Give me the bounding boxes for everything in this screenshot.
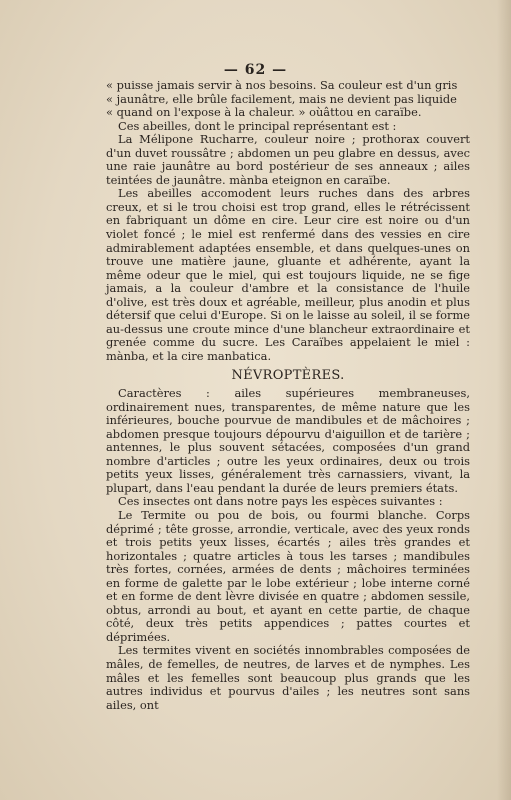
paragraph: La Mélipone Rucharre, couleur noire ; prothorax couvert d'un duvet roussâtre ; abdomen un peu glabre en dessus, avec une raie jaunâtre au bord postérieur de ses anneaux ; ailes teintées de jaunâtre. mànba eteignon en caraïbe. [106, 132, 470, 187]
page-edge-shadow [497, 0, 511, 800]
quote-line: « quand on l'expose à la chaleur. » oùâttou en caraïbe. [106, 105, 422, 120]
paragraph: Les termites vivent en sociétés innombrables composées de mâles, de femelles, de neutres, de larves et de nymphes. Les mâles et les femelles sont beaucoup plus grands que les autres individus et pourvus d'ailes ; les neutres sont sans ailes, ont [106, 643, 470, 712]
paragraph: Ces abeilles, dont le principal représentant est : [118, 118, 397, 133]
paragraph: Ces insectes ont dans notre pays les espèces suivantes : [118, 494, 443, 509]
section-heading: NÉVROPTÈRES. [231, 368, 345, 384]
body-text [106, 79, 470, 712]
quote-line: « puisse jamais servir à nos besoins. Sa couleur est d'un gris [106, 78, 458, 92]
paragraph: Le Termite ou pou de bois, ou fourmi blanche. Corps déprimé ; tête grosse, arrondie, verticale, avec des yeux ronds et trois petits yeux lisses, écartés ; ailes très grandes et horizontales ; quatre articles à tous les tarses ; mandibules très fortes, cornées, armées de dents ; mâchoires terminées en forme de galette par le lobe extérieur ; lobe interne corné et en forme de dent lèvre divisée en quatre ; abdomen sessile, obtus, arrondi au bout, et ayant en cette partie, de chaque côté, deux très petits appendices ; pattes courtes et déprimées. [106, 507, 470, 644]
page-number: — 62 — [223, 62, 288, 78]
quote-line: « jaunâtre, elle brûle facilement, mais ne devient pas liquide [106, 91, 457, 106]
paragraph: Les abeilles accomodent leurs ruches dans des arbres creux, et si le trou choisi est trop grand, elles le rétrécissent en fabriquant un dôme en cire. Leur cire est noire ou d'un violet foncé ; le miel est renfermé dans des vessies en cire admirablement adaptées ensemble, et dans quelques-unes on trouve une matière jaune, gluante et adhérente, ayant la même odeur que le miel, qui est toujours liquide, ne se fige jamais, a la couleur d'ambre et la consistance de l'huile d'olive, est très doux et agréable, meilleur, plus anodin et plus détersif que celui d'Europe. Si on le laisse au soleil, il se forme au-dessus une croute mince d'une blancheur extraordinaire et grenée comme du sucre. Les Caraïbes appelaient le miel : mànba, et la cire manbatica. [106, 186, 470, 363]
paragraph: Caractères : ailes supérieures membraneuses, ordinairement nues, transparentes, de même nature que les inférieures, bouche pourvue de mandibules et de mâchoires ; abdomen presque toujours dépourvu d'aiguillon et de tarière ; antennes, le plus souvent sétacées, composées d'un grand nombre d'articles ; outre les yeux ordinaires, deux ou trois petits yeux lisses, généralement très carnassiers, vivant, la plupart, dans l'eau pendant la durée de leurs premiers états. [106, 386, 470, 495]
